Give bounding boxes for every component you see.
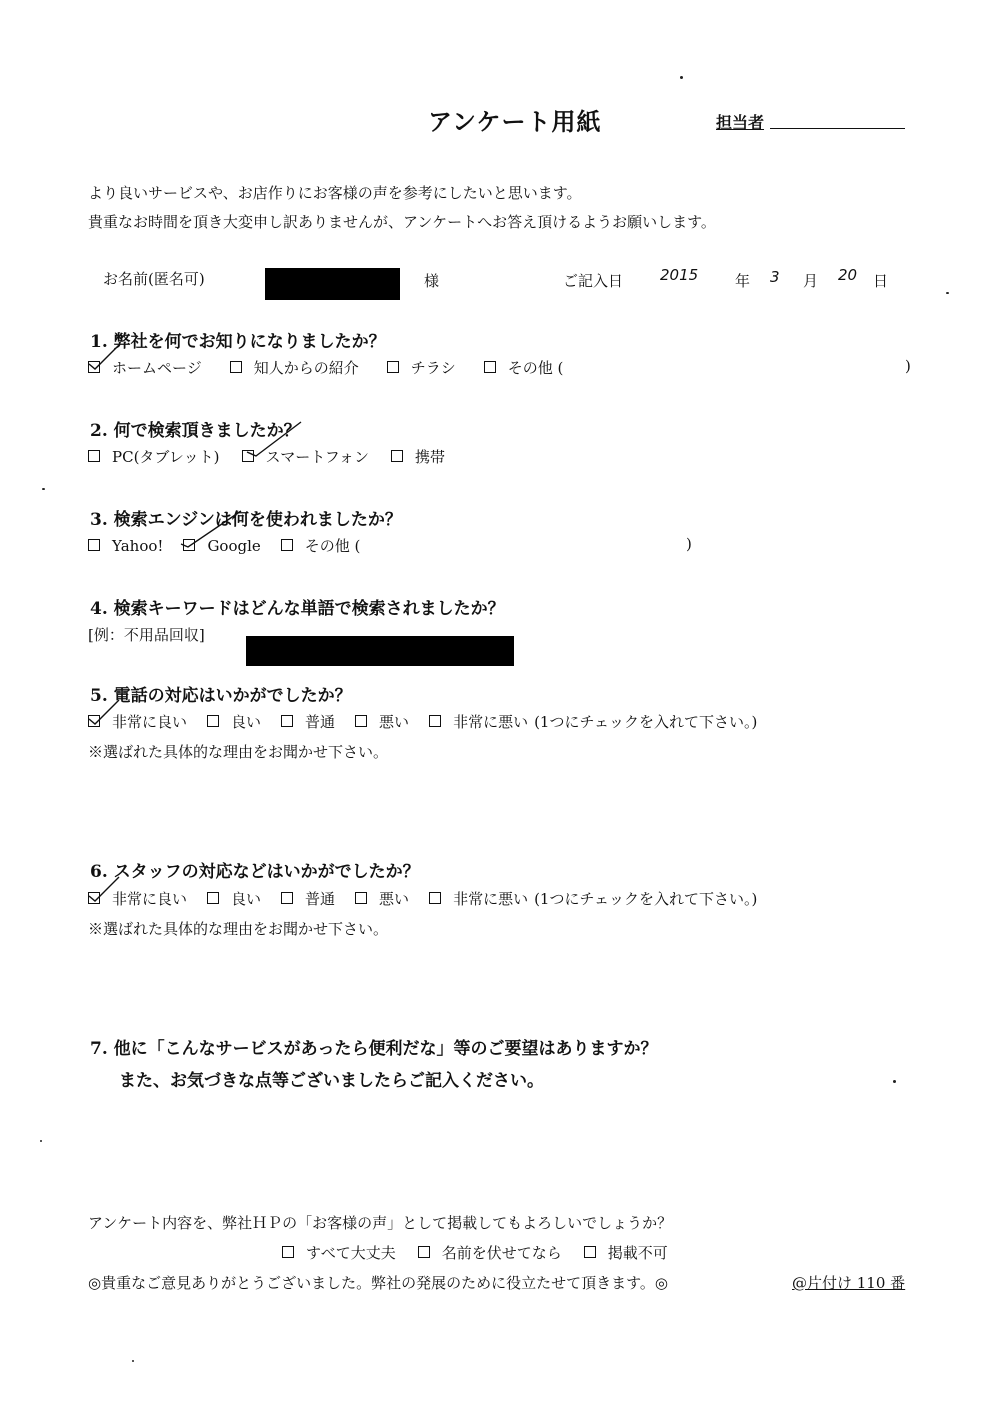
publish-question: アンケート内容を、弊社ＨＰの「お客様の声」として掲載してもよろしいでしょうか？ <box>88 1214 673 1232</box>
q6-option-bad[interactable]: 悪い <box>355 888 409 909</box>
checkbox[interactable] <box>429 892 441 904</box>
q1-option-referral[interactable]: 知人からの紹介 <box>230 357 359 378</box>
q6-options <box>88 888 757 909</box>
q7-subtitle: また、お気づきな点等ございましたらご記入ください。 <box>119 1071 544 1091</box>
form-title: アンケート用紙 <box>428 107 602 136</box>
checkbox[interactable] <box>387 361 399 373</box>
brand-name: @片付け 110 番 <box>792 1274 906 1292</box>
q7-title: 7. 他に「こんなサービスがあったら便利だな」等のご要望はありますか？ <box>90 1039 658 1059</box>
date-year-value: 2015 <box>660 266 699 284</box>
date-year-label: 年 <box>735 272 751 290</box>
checkbox[interactable] <box>355 715 367 727</box>
checkbox[interactable] <box>281 539 293 551</box>
q6-option-very-bad[interactable]: 非常に悪い <box>429 888 528 909</box>
q5-option-very-good[interactable]: 非常に良い <box>88 711 187 732</box>
q5-option-bad[interactable]: 悪い <box>355 711 409 732</box>
scan-speck <box>946 292 949 294</box>
q1-options <box>88 357 563 378</box>
checkbox[interactable] <box>355 892 367 904</box>
q2-option-smartphone[interactable]: スマートフォン <box>242 446 370 467</box>
q4-title: 4. 検索キーワードはどんな単語で検索されましたか？ <box>90 599 505 619</box>
intro-line-2: 貴重なお時間を頂き大変申し訳ありませんが、アンケートへお答え頂けるようお願いします。 <box>88 213 716 231</box>
q3-close-paren: ) <box>686 535 692 553</box>
q5-options <box>88 711 757 732</box>
honorific: 様 <box>424 272 440 290</box>
scan-speck <box>132 1360 134 1362</box>
staff-label: 担当者 <box>716 113 765 132</box>
redacted-name <box>265 268 400 300</box>
q6-note: (1つにチェックを入れて下さい。) <box>534 890 758 908</box>
q6-check-mark-icon <box>86 874 122 904</box>
redacted-keyword <box>246 636 514 666</box>
checkbox[interactable] <box>88 450 100 462</box>
checkbox[interactable] <box>282 1246 294 1258</box>
q1-close-paren: ) <box>905 357 911 375</box>
checkbox[interactable] <box>230 361 242 373</box>
q6-option-good[interactable]: 良い <box>207 888 261 909</box>
q6-reason-prompt: ※選ばれた具体的な理由をお聞かせ下さい。 <box>88 920 389 938</box>
checkbox[interactable] <box>207 715 219 727</box>
date-label: ご記入日 <box>563 272 624 290</box>
q5-option-normal[interactable]: 普通 <box>281 711 335 732</box>
q5-reason-prompt: ※選ばれた具体的な理由をお聞かせ下さい。 <box>88 743 389 761</box>
scan-speck <box>893 1080 896 1083</box>
scan-speck <box>42 488 45 490</box>
q2-option-pc[interactable]: PC(タブレット) <box>88 446 220 467</box>
q4-example: [例：不用品回収] <box>88 626 205 644</box>
q1-option-flyer[interactable]: チラシ <box>387 357 456 378</box>
checkbox[interactable] <box>281 715 293 727</box>
q6-title: 6. スタッフの対応などはいかがでしたか？ <box>90 862 420 882</box>
publish-option-not-allowed[interactable]: 掲載不可 <box>584 1242 668 1263</box>
q5-option-very-bad[interactable]: 非常に悪い <box>429 711 528 732</box>
q5-note: (1つにチェックを入れて下さい。) <box>534 713 758 731</box>
checkbox[interactable] <box>207 892 219 904</box>
q3-option-google[interactable]: Google <box>183 537 260 555</box>
name-label: お名前(匿名可) <box>103 270 205 288</box>
checkbox[interactable] <box>281 892 293 904</box>
checkbox[interactable] <box>418 1246 430 1258</box>
staff-signature-line <box>770 128 905 129</box>
checkbox[interactable] <box>429 715 441 727</box>
date-day-label: 日 <box>873 272 889 290</box>
publish-options <box>282 1242 668 1263</box>
q3-title: 3. 検索エンジンは何を使われましたか？ <box>90 510 402 530</box>
checkbox[interactable] <box>88 539 100 551</box>
q1-option-homepage[interactable]: ホームページ <box>88 357 202 378</box>
date-month-label: 月 <box>803 272 819 290</box>
q3-option-yahoo[interactable]: Yahoo! <box>88 537 163 555</box>
date-month-value: 3 <box>770 268 780 286</box>
checkbox[interactable] <box>484 361 496 373</box>
q1-check-mark-icon <box>86 342 122 372</box>
q1-title: 1. 弊社を何でお知りになりましたか？ <box>90 332 386 352</box>
q3-check-mark-icon <box>178 508 244 548</box>
thanks-message: ◎貴重なご意見ありがとうございました。弊社の発展のために役立たせて頂きます。◎ <box>88 1274 668 1292</box>
q2-check-mark-icon <box>244 418 304 458</box>
checkbox[interactable] <box>391 450 403 462</box>
q3-option-other[interactable]: その他 ( <box>281 535 361 556</box>
scan-speck <box>40 1140 42 1142</box>
q5-option-good[interactable]: 良い <box>207 711 261 732</box>
q6-option-very-good[interactable]: 非常に良い <box>88 888 187 909</box>
checkbox[interactable] <box>584 1246 596 1258</box>
intro-line-1: より良いサービスや、お店作りにお客様の声を参考にしたいと思います。 <box>88 184 582 202</box>
q6-option-normal[interactable]: 普通 <box>281 888 335 909</box>
q2-title: 2. 何で検索頂きましたか？ <box>90 421 301 441</box>
q5-check-mark-icon <box>86 697 122 727</box>
q2-option-mobile[interactable]: 携帯 <box>391 446 445 467</box>
q1-option-other[interactable]: その他 ( <box>484 357 564 378</box>
publish-option-anonymous[interactable]: 名前を伏せてなら <box>418 1242 562 1263</box>
date-day-value: 20 <box>838 266 858 284</box>
scan-speck <box>680 76 683 79</box>
publish-option-all-ok[interactable]: すべて大丈夫 <box>282 1242 396 1263</box>
q5-title: 5. 電話の対応はいかがでしたか？ <box>90 686 352 706</box>
